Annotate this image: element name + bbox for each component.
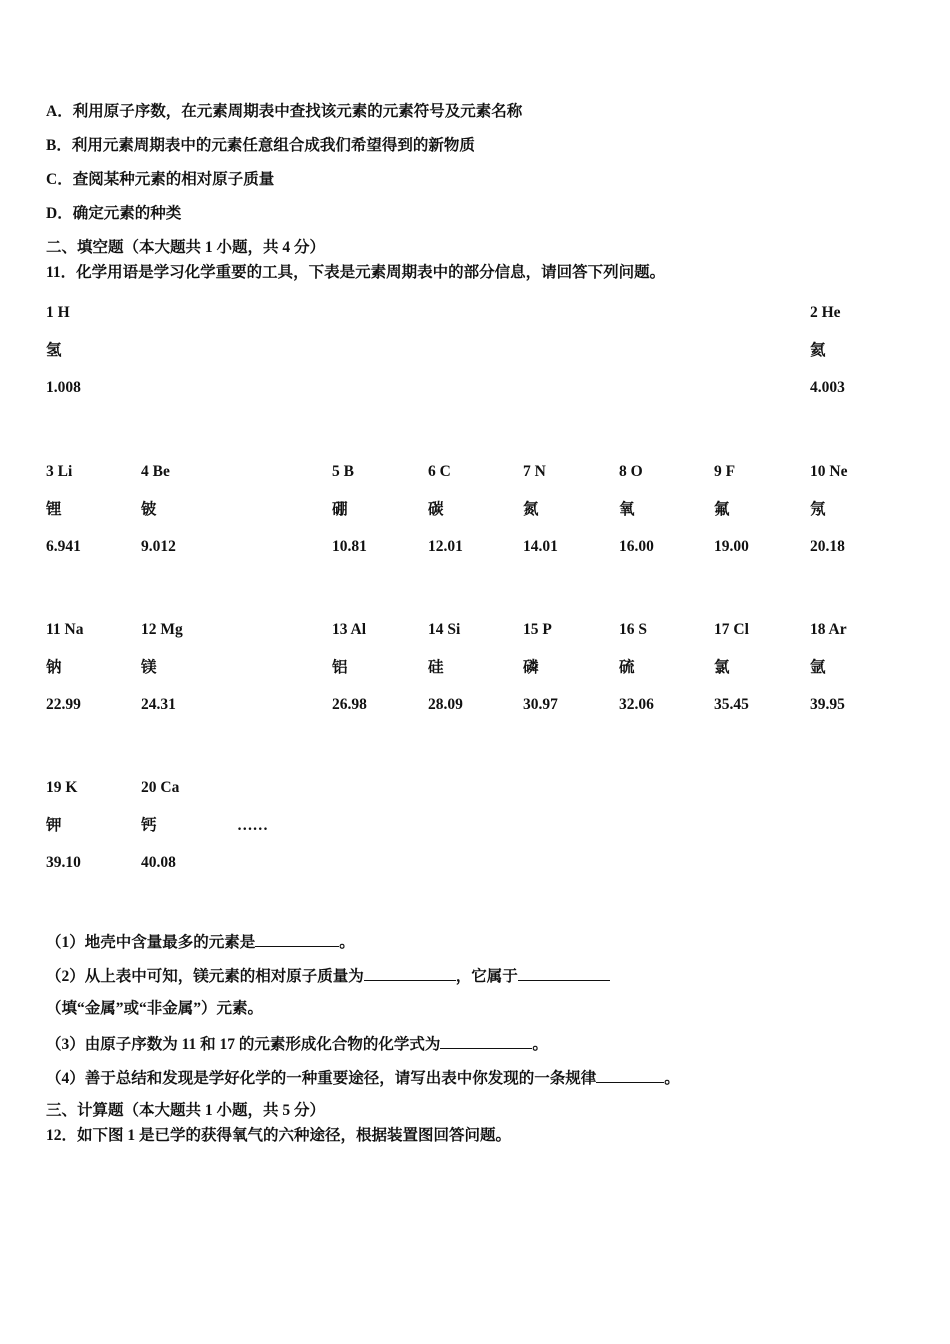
sub-question-1-text: （1）地壳中含量最多的元素是 — [46, 934, 256, 951]
sub-question-1 — [46, 933, 355, 951]
sub-question-3-end: 。 — [532, 1036, 548, 1053]
question-11: 11．化学用语是学习化学重要的工具，下表是元素周期表中的部分信息，请回答下列问题。 — [46, 264, 666, 281]
element-name: 钠 — [46, 659, 62, 676]
element-symbol: 20 Ca — [141, 779, 180, 796]
sub-question-2-cont: （填“金属”或“非金属”）元素。 — [46, 1000, 264, 1017]
element-symbol: 4 Be — [141, 463, 170, 480]
sub-question-4 — [46, 1069, 680, 1087]
answer-blank-2b[interactable] — [518, 967, 610, 981]
element-mass: 39.10 — [46, 854, 81, 871]
sub-question-4-end: 。 — [664, 1070, 680, 1087]
element-mass: 39.95 — [810, 696, 845, 713]
section-2-heading: 二、填空题（本大题共 1 小题，共 4 分） — [46, 239, 326, 256]
element-symbol: 9 F — [714, 463, 736, 480]
element-name: 铝 — [332, 659, 348, 676]
element-mass: 12.01 — [428, 538, 463, 555]
element-mass: 19.00 — [714, 538, 749, 555]
answer-blank-2a[interactable] — [364, 967, 456, 981]
element-mass: 16.00 — [619, 538, 654, 555]
element-name: 硅 — [428, 659, 444, 676]
answer-blank-1[interactable] — [255, 933, 339, 947]
element-symbol: 5 B — [332, 463, 354, 480]
element-mass: 10.81 — [332, 538, 367, 555]
element-name: 氟 — [714, 501, 730, 518]
element-mass: 24.31 — [141, 696, 176, 713]
element-name: 硫 — [619, 659, 635, 676]
element-name: 氖 — [810, 501, 826, 518]
element-mass: 9.012 — [141, 538, 176, 555]
element-mass: 35.45 — [714, 696, 749, 713]
element-name: 铍 — [141, 501, 157, 518]
element-symbol: 1 H — [46, 304, 70, 321]
element-symbol: 2 He — [810, 304, 841, 321]
element-symbol: 8 O — [619, 463, 643, 480]
element-mass: 4.003 — [810, 379, 845, 396]
option-a: A．利用原子序数，在元素周期表中查找该元素的元素符号及元素名称 — [46, 103, 523, 120]
element-name: 氮 — [523, 501, 539, 518]
element-name: 氢 — [46, 342, 62, 359]
element-name: 氯 — [714, 659, 730, 676]
element-mass: 14.01 — [523, 538, 558, 555]
element-symbol: 16 S — [619, 621, 647, 638]
sub-question-1-end: 。 — [339, 934, 355, 951]
sub-question-2 — [46, 967, 610, 985]
element-name: 磷 — [523, 659, 539, 676]
element-mass: 26.98 — [332, 696, 367, 713]
element-mass: 28.09 — [428, 696, 463, 713]
element-symbol: 17 Cl — [714, 621, 749, 638]
element-symbol: 12 Mg — [141, 621, 183, 638]
element-mass: 22.99 — [46, 696, 81, 713]
element-name: 氧 — [619, 501, 635, 518]
element-symbol: 11 Na — [46, 621, 84, 638]
option-b: B．利用元素周期表中的元素任意组合成我们希望得到的新物质 — [46, 137, 475, 154]
element-name: 氦 — [810, 342, 826, 359]
element-symbol: 14 Si — [428, 621, 461, 638]
element-symbol: 13 Al — [332, 621, 367, 638]
element-mass: 1.008 — [46, 379, 81, 396]
element-symbol: 19 K — [46, 779, 78, 796]
question-12: 12．如下图 1 是已学的获得氧气的六种途径，根据装置图回答问题。 — [46, 1127, 512, 1144]
element-name: 镁 — [141, 659, 157, 676]
option-d: D．确定元素的种类 — [46, 205, 182, 222]
element-symbol: 7 N — [523, 463, 546, 480]
sub-question-2-mid: ，它属于 — [455, 968, 518, 985]
element-name: 钾 — [46, 817, 62, 834]
element-symbol: 3 Li — [46, 463, 73, 480]
element-mass: 40.08 — [141, 854, 176, 871]
element-mass: 30.97 — [523, 696, 558, 713]
sub-question-4-text: （4）善于总结和发现是学好化学的一种重要途径，请写出表中你发现的一条规律 — [46, 1070, 597, 1087]
element-mass: 32.06 — [619, 696, 654, 713]
table-ellipsis: …… — [237, 817, 268, 834]
answer-blank-4[interactable] — [596, 1069, 664, 1083]
sub-question-3 — [46, 1035, 548, 1053]
element-name: 硼 — [332, 501, 348, 518]
element-symbol: 15 P — [523, 621, 552, 638]
sub-question-2-text: （2）从上表中可知，镁元素的相对原子质量为 — [46, 968, 364, 985]
element-symbol: 18 Ar — [810, 621, 847, 638]
element-name: 锂 — [46, 501, 62, 518]
element-symbol: 6 C — [428, 463, 451, 480]
option-c: C．查阅某种元素的相对原子质量 — [46, 171, 275, 188]
sub-question-3-text: （3）由原子序数为 11 和 17 的元素形成化合物的化学式为 — [46, 1036, 441, 1053]
element-symbol: 10 Ne — [810, 463, 848, 480]
element-name: 钙 — [141, 817, 157, 834]
section-3-heading: 三、计算题（本大题共 1 小题，共 5 分） — [46, 1102, 326, 1119]
element-mass: 6.941 — [46, 538, 81, 555]
element-name: 碳 — [428, 501, 444, 518]
element-mass: 20.18 — [810, 538, 845, 555]
element-name: 氩 — [810, 659, 826, 676]
answer-blank-3[interactable] — [440, 1035, 532, 1049]
